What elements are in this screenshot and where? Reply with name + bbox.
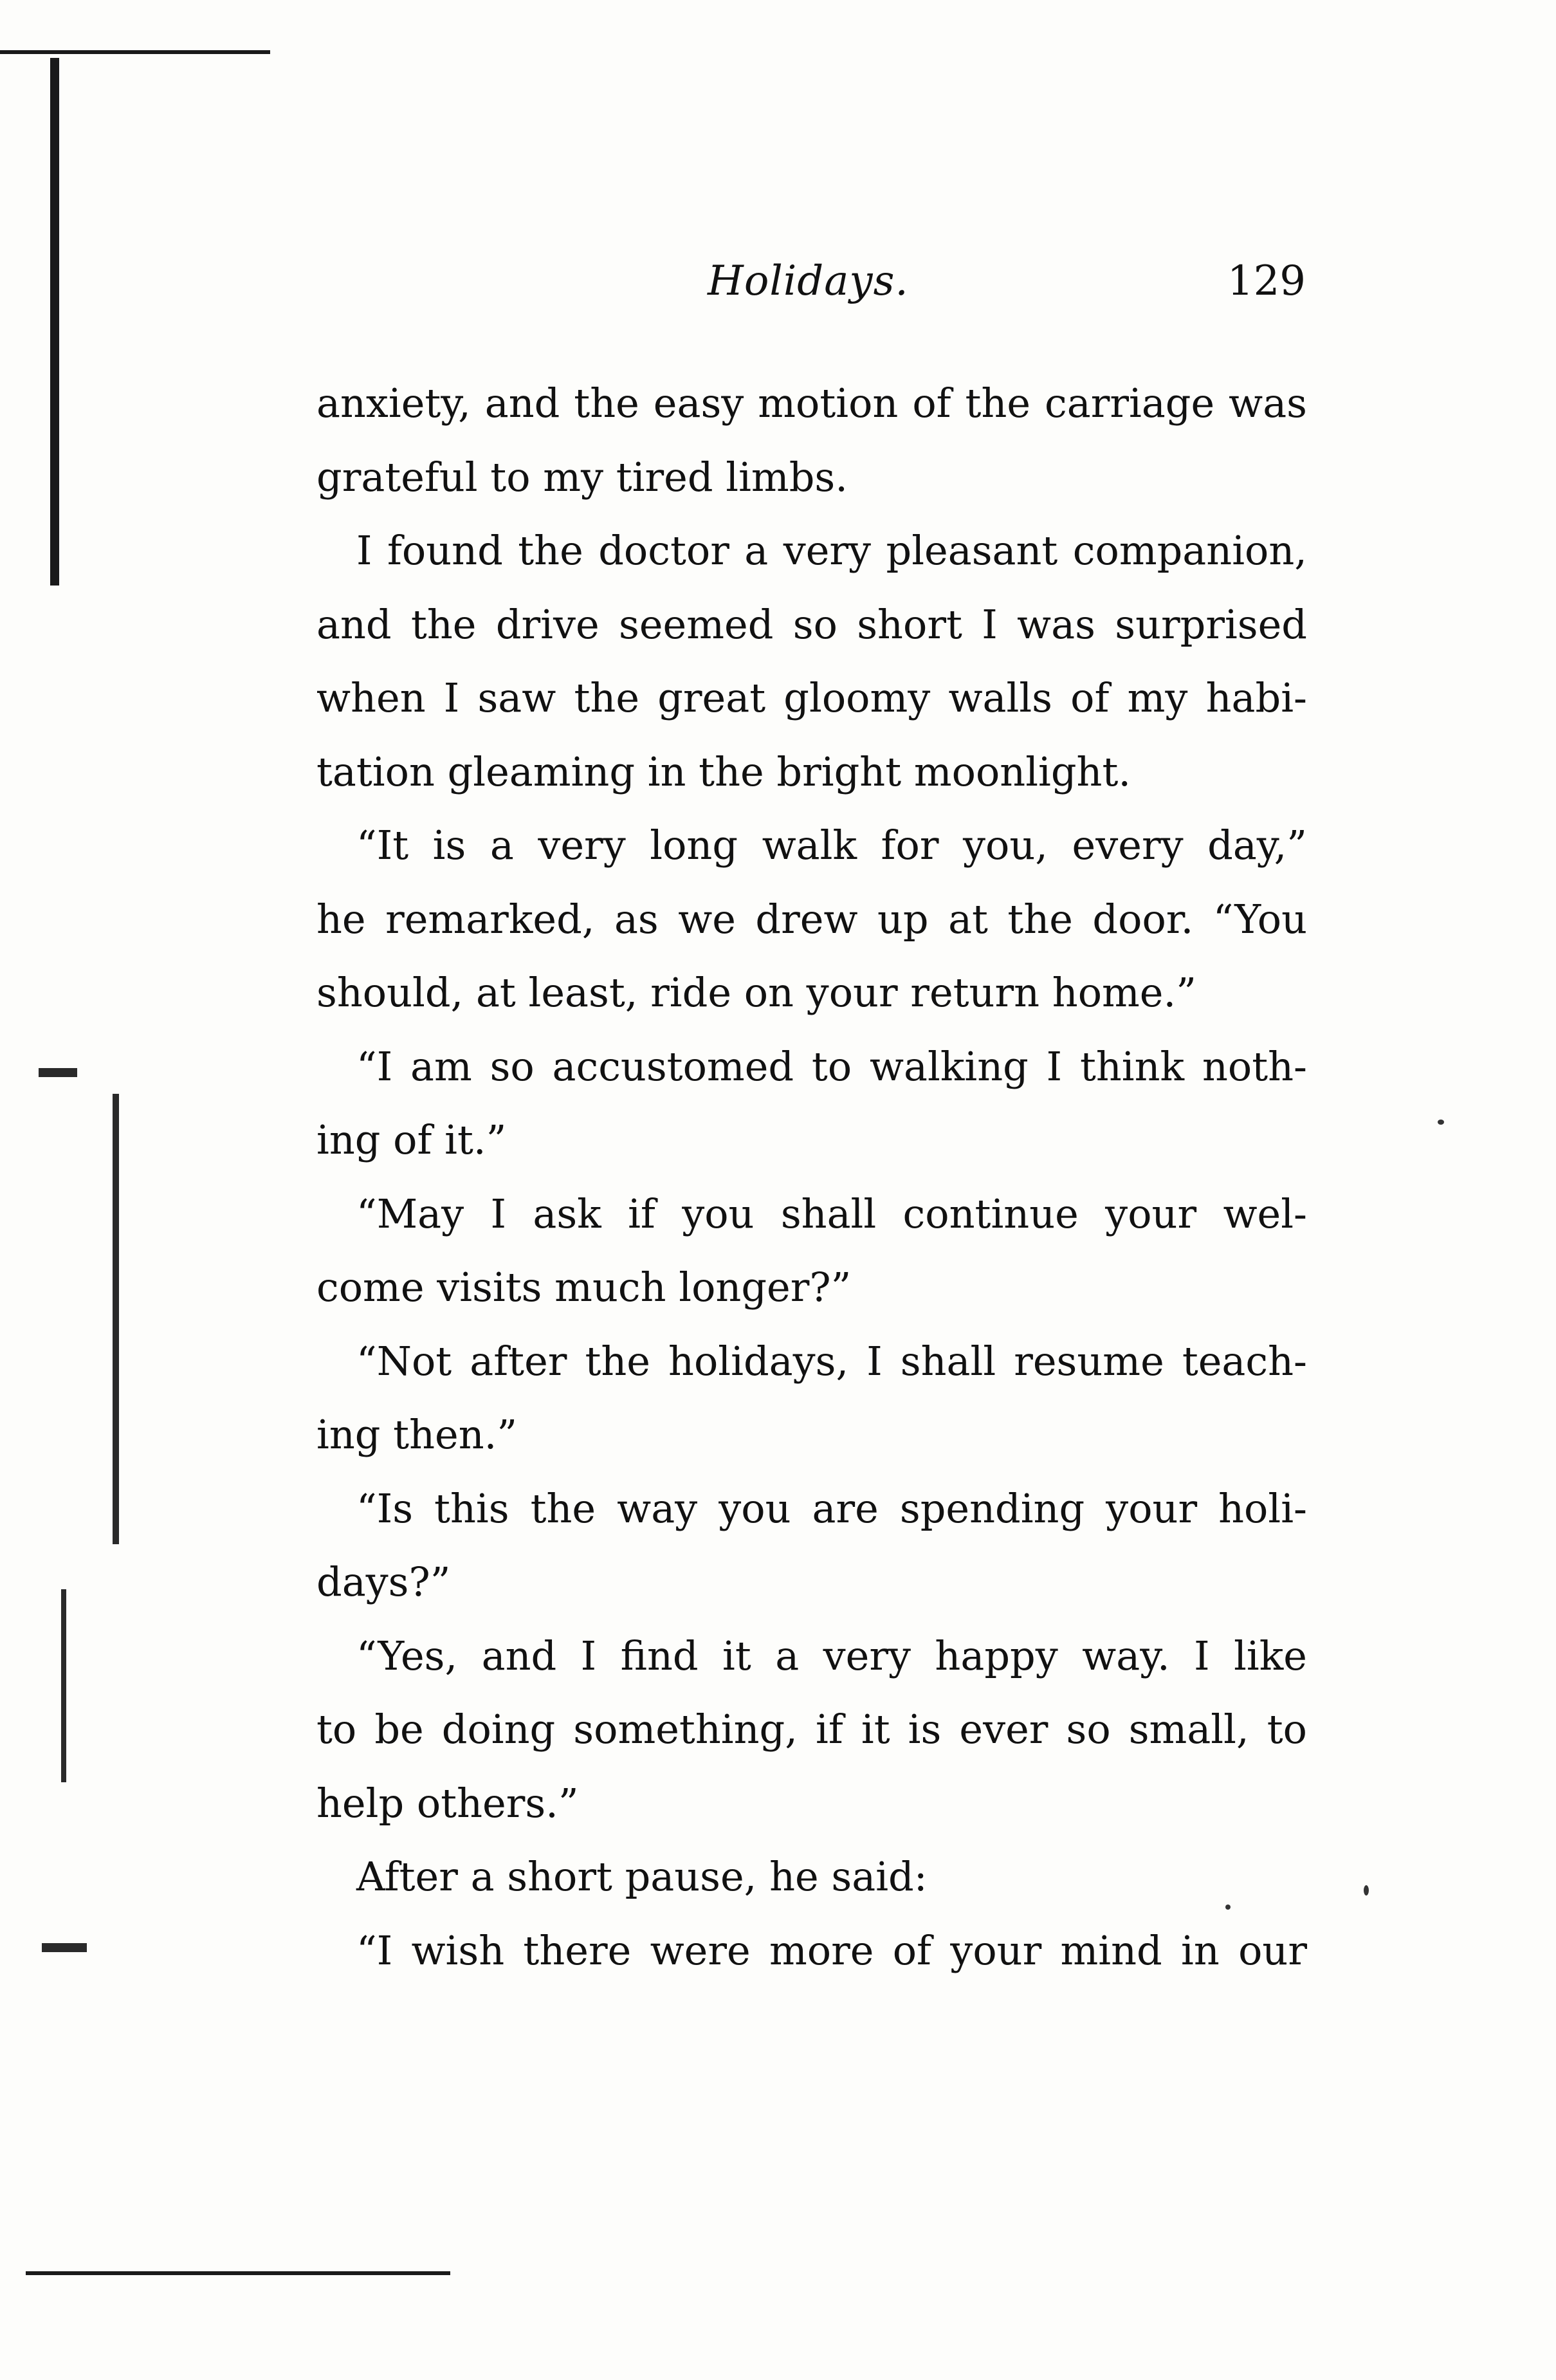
- scan-binding-mark: [42, 1943, 87, 1952]
- scan-binding-mark: [113, 1094, 119, 1544]
- text-line: ing of it.”: [316, 1116, 507, 1163]
- scan-binding-edge: [50, 58, 59, 586]
- text-line: “Not after the holidays, I shall resume teach-: [356, 1337, 1307, 1385]
- text-line: “May I ask if you shall continue your wel-: [356, 1190, 1307, 1237]
- text-line: come visits much longer?”: [316, 1264, 852, 1311]
- text-line: when I saw the great gloomy walls of my habi-: [316, 674, 1307, 721]
- text-line: “I am so accustomed to walking I think noth-: [356, 1042, 1307, 1090]
- text-line: “I wish there were more of your mind in our: [356, 1926, 1307, 1974]
- text-line: ing then.”: [316, 1411, 518, 1458]
- running-title: Holidays.: [708, 257, 909, 305]
- text-line: grateful to my tired limbs.: [316, 453, 848, 501]
- scan-speck: [1364, 1885, 1369, 1896]
- text-line: “Is this the way you are spending your holi-: [356, 1484, 1307, 1532]
- body-text: [316, 367, 1307, 1988]
- scan-speck: [1438, 1120, 1444, 1125]
- text-line: help others.”: [316, 1779, 579, 1827]
- text-line: should, at least, ride on your return home.”: [316, 969, 1196, 1016]
- page-header: [322, 257, 1306, 328]
- scan-binding-mark: [61, 1589, 66, 1782]
- scan-binding-mark: [39, 1068, 77, 1077]
- text-line: to be doing something, if it is ever so small, to: [316, 1706, 1307, 1753]
- page-number: 129: [1227, 257, 1306, 305]
- text-line: tation gleaming in the bright moonlight.: [316, 748, 1131, 795]
- text-line: After a short pause, he said:: [356, 1853, 928, 1900]
- scan-bottom-rule: [26, 2271, 450, 2275]
- text-line: “Yes, and I find it a very happy way. I like: [356, 1632, 1307, 1679]
- text-line: “It is a very long walk for you, every day,”: [356, 822, 1307, 869]
- text-line: he remarked, as we drew up at the door. “You: [316, 895, 1307, 943]
- text-line: anxiety, and the easy motion of the carriage was: [316, 380, 1307, 427]
- text-line: and the drive seemed so short I was surprised: [316, 600, 1307, 648]
- scan-top-rule: [0, 50, 270, 54]
- text-line: days?”: [316, 1558, 451, 1605]
- text-line: I found the doctor a very pleasant companion,: [356, 527, 1307, 574]
